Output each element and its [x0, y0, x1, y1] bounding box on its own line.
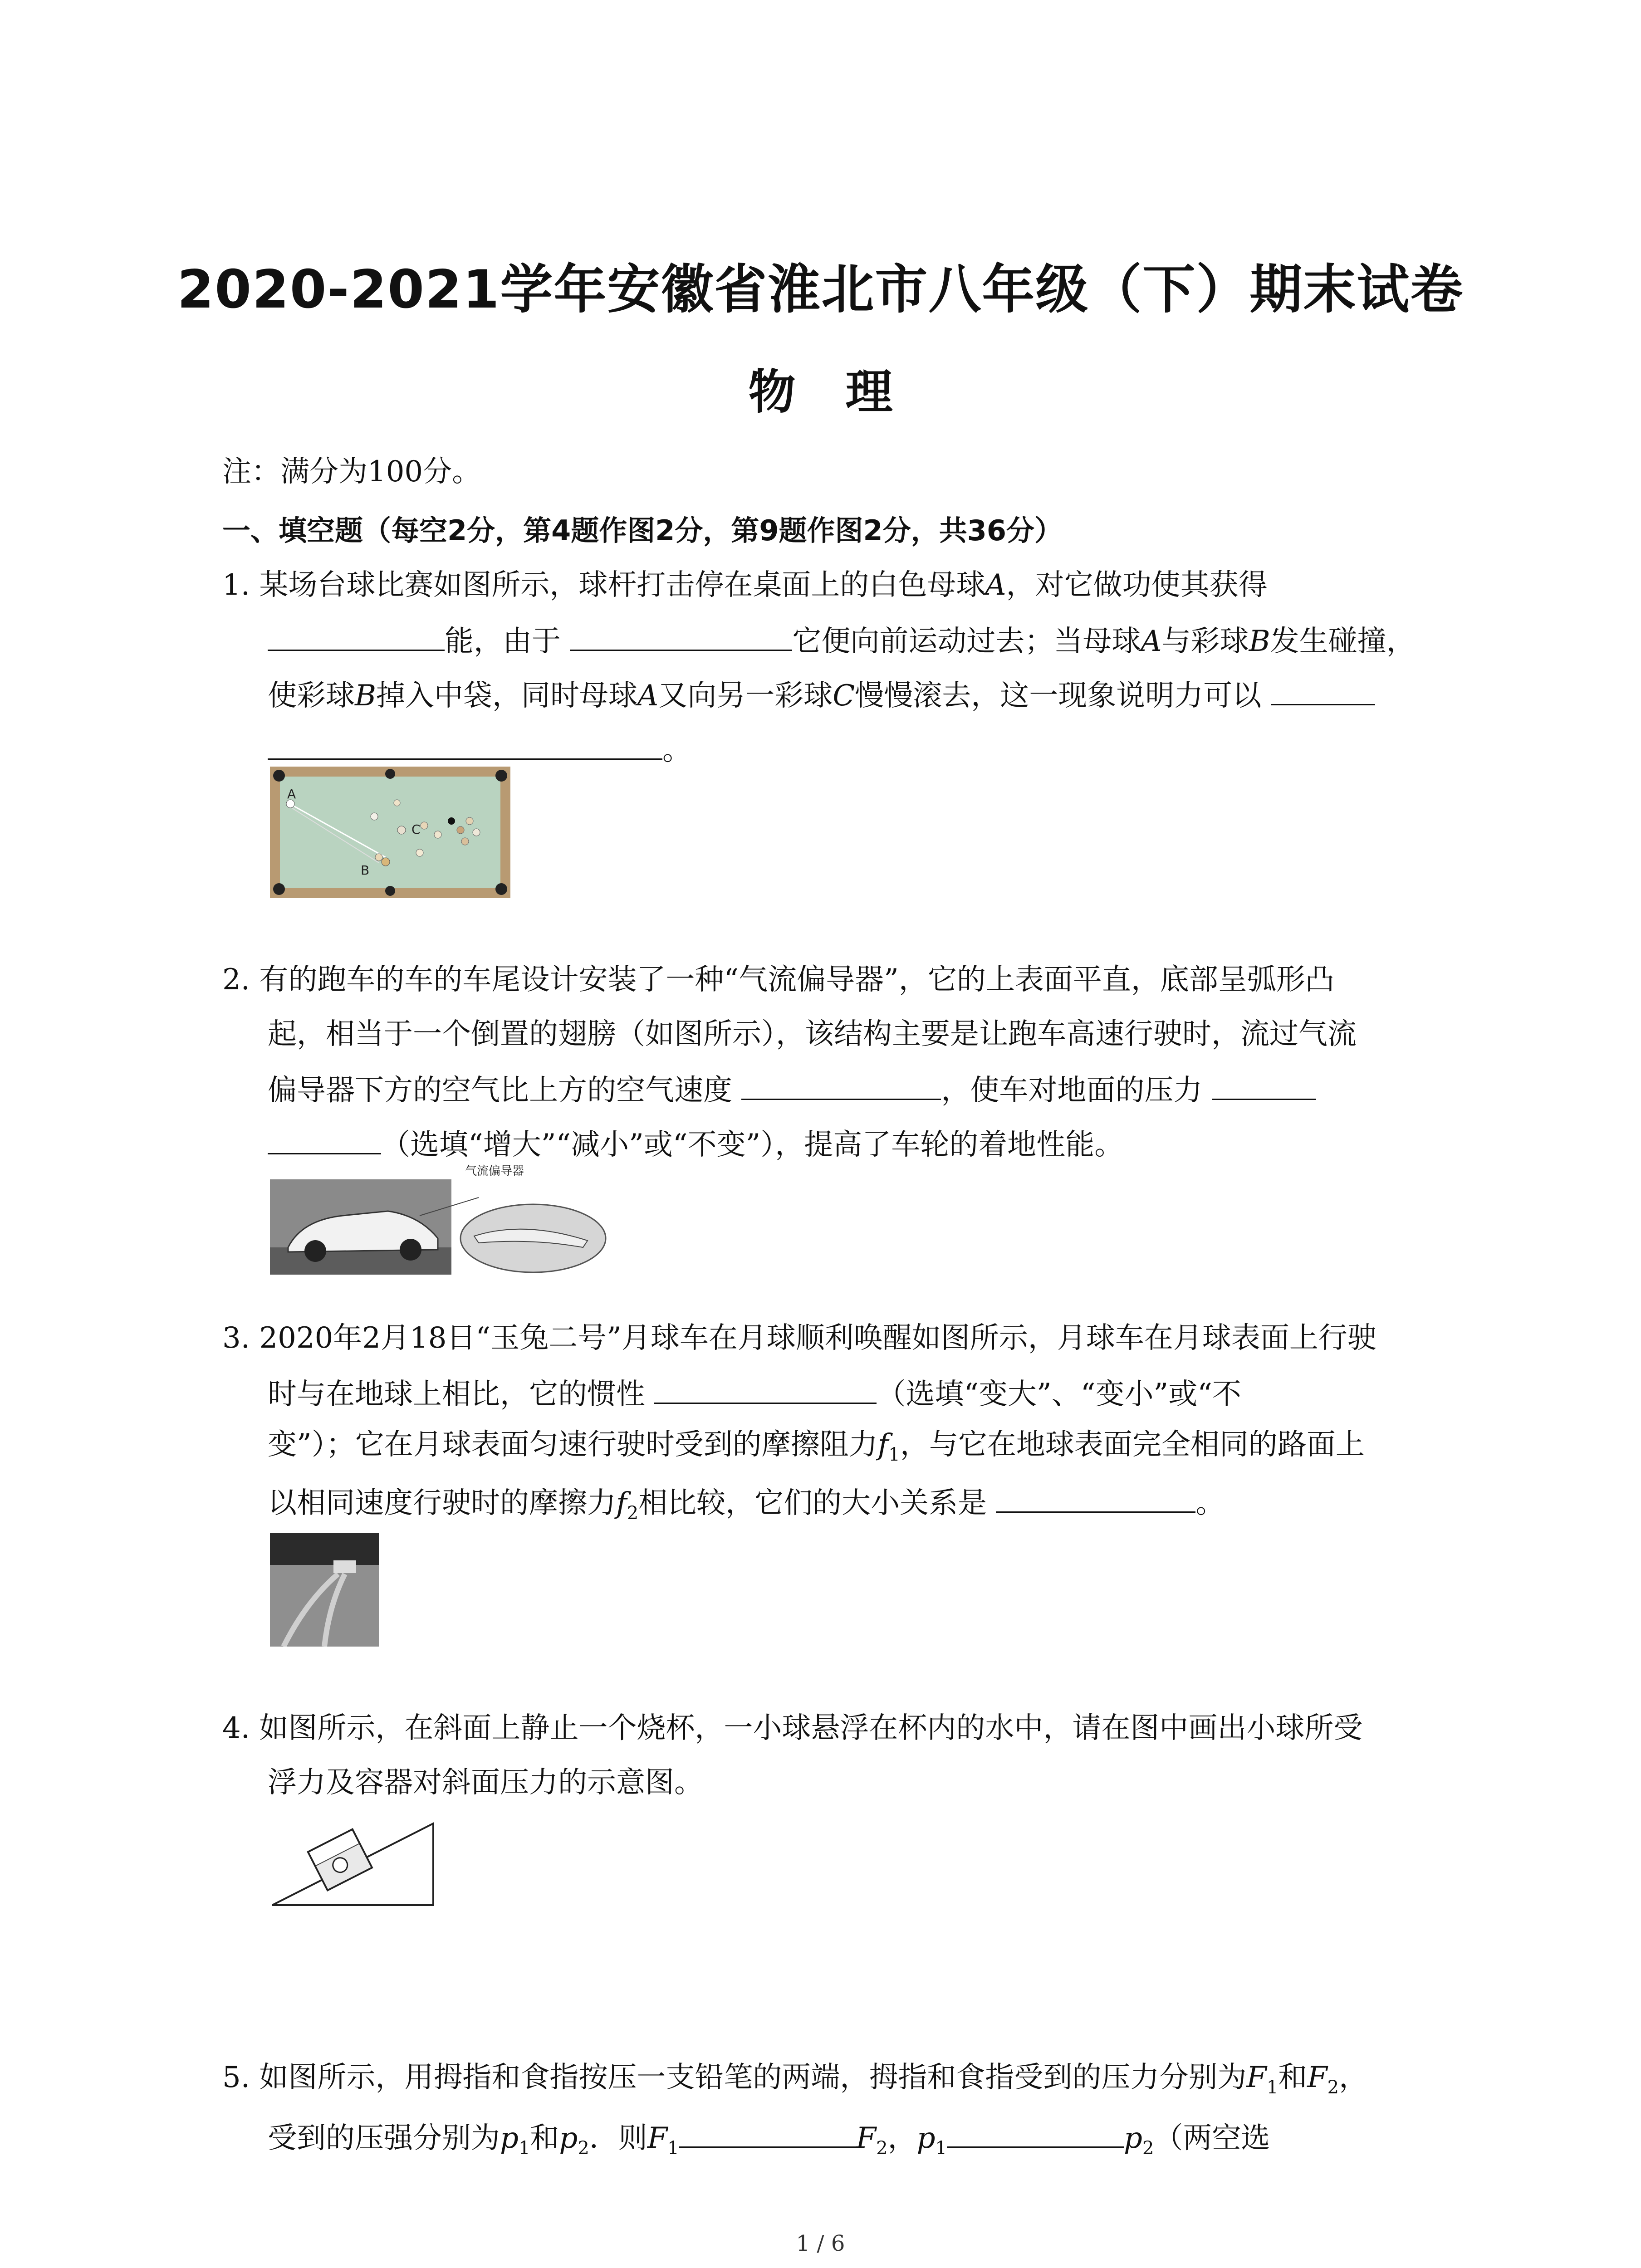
q2-line-1	[222, 962, 1334, 998]
answer-blank[interactable]	[741, 1070, 941, 1100]
q4-line-1	[222, 1710, 1362, 1746]
exam-title: 2020-2021学年安徽省淮北市八年级（下）期末试卷	[177, 259, 1464, 320]
q5-text: 和	[530, 2121, 559, 2155]
q3-text: ，与它在地球表面完全相同的路面上	[900, 1428, 1365, 1461]
q3-line-1	[222, 1320, 1376, 1356]
subscript: 1	[518, 2137, 530, 2159]
q5-line-1	[222, 2059, 1368, 2106]
answer-blank[interactable]	[1271, 676, 1375, 705]
q3-line-3	[268, 1427, 1365, 1473]
q5-number: 5.	[222, 2061, 250, 2094]
ball	[461, 838, 469, 845]
rover-icon	[333, 1560, 356, 1573]
ball	[375, 854, 382, 861]
q5-text: ，	[887, 2121, 917, 2155]
ball	[448, 817, 455, 825]
q2-text: 有的跑车的车的车尾设计安装了一种“气流偏导器”，它的上表面平直，底部呈弧形凸	[259, 963, 1334, 997]
q2-text: ，使车对地面的压力	[941, 1074, 1203, 1107]
q1-number: 1.	[222, 568, 250, 602]
q2-text: 偏导器下方的空气比上方的空气速度	[268, 1074, 732, 1107]
var: B	[355, 679, 377, 713]
subscript: 2	[1327, 2077, 1339, 2098]
var: F	[647, 2121, 668, 2155]
q5-text: 和	[1278, 2061, 1308, 2094]
label-a: A	[287, 787, 296, 802]
subscript: 2	[578, 2137, 589, 2159]
var: p	[1123, 2121, 1142, 2155]
var: p	[500, 2121, 519, 2155]
ball-c	[397, 826, 406, 834]
incline-beaker-figure	[270, 1810, 438, 1910]
pocket	[385, 769, 395, 779]
q3-text: 时与在地球上相比，它的惯性	[268, 1378, 645, 1411]
pocket	[495, 770, 507, 782]
ball	[371, 813, 378, 820]
var: p	[559, 2121, 578, 2155]
q2-line-2: 起，相当于一个倒置的翅膀（如图所示），该结构主要是让跑车高速行驶时，流过气流	[268, 1017, 1357, 1051]
q5-text: ．则	[589, 2121, 647, 2155]
q5-text: 受到的压强分别为	[268, 2121, 500, 2155]
q4-text: 如图所示，在斜面上静止一个烧杯，一小球悬浮在杯内的水中，请在图中画出小球所受	[259, 1711, 1363, 1745]
q1-line-1	[222, 567, 1268, 603]
label-c: C	[411, 822, 421, 837]
q4-line-2: 浮力及容器对斜面压力的示意图。	[268, 1766, 703, 1799]
pocket	[273, 770, 285, 782]
q2-line-4	[268, 1125, 1123, 1163]
subscript: 2	[627, 1502, 639, 1524]
spoiler-label: 气流偏导器	[465, 1164, 524, 1178]
q5-text: 如图所示，用拇指和食指按压一支铅笔的两端，拇指和食指受到的压力分别为	[259, 2061, 1247, 2094]
answer-blank[interactable]	[654, 1374, 877, 1404]
lunar-rover-figure	[270, 1533, 379, 1647]
var: A	[1141, 625, 1162, 658]
answer-blank[interactable]	[679, 2118, 856, 2148]
subscript: 2	[876, 2137, 888, 2159]
subscript: 2	[1142, 2137, 1154, 2159]
q1-text: 与彩球	[1161, 625, 1249, 658]
var: A	[985, 568, 1006, 602]
ball	[434, 831, 441, 838]
section-heading: 一、填空题（每空2分，第4题作图2分，第9题作图2分，共36分）	[222, 514, 1063, 547]
answer-blank[interactable]	[570, 621, 792, 651]
sports-car-figure	[270, 1161, 610, 1275]
q1-text: 使彩球	[268, 679, 355, 713]
label-b: B	[361, 863, 370, 878]
wheel-icon	[400, 1239, 421, 1261]
answer-blank[interactable]	[1212, 1070, 1316, 1100]
var: f	[616, 1486, 627, 1520]
var: f	[877, 1428, 889, 1461]
q3-text: 以相同速度行驶时的摩擦力	[268, 1486, 616, 1520]
page-number: 1 / 6	[796, 2231, 845, 2256]
q1-text: 。	[662, 733, 691, 767]
q1-text: 掉入中袋，同时母球	[376, 679, 638, 713]
wheel-icon	[304, 1240, 326, 1262]
q1-line-3	[268, 676, 1375, 714]
q3-line-2	[268, 1374, 1241, 1413]
var: A	[637, 679, 659, 713]
ball	[473, 829, 480, 836]
billiard-table-figure	[270, 767, 510, 898]
q3-text: 相比较，它们的大小关系是	[638, 1486, 987, 1520]
subscript: 1	[935, 2137, 947, 2159]
subscript: 1	[1266, 2077, 1279, 2098]
table-cloth	[280, 777, 500, 888]
ball	[466, 817, 473, 825]
subscript: 1	[667, 2137, 679, 2159]
pocket	[385, 886, 395, 896]
answer-blank[interactable]	[268, 1125, 381, 1154]
q4-number: 4.	[222, 1711, 250, 1745]
q1-line-2	[268, 621, 1416, 660]
score-note: 注：满分为100分。	[222, 455, 481, 489]
subject-title: 物理	[748, 364, 943, 420]
q3-number: 3.	[222, 1321, 250, 1355]
q2-number: 2.	[222, 963, 250, 997]
q3-text: （选填“变大”、“变小”或“不	[877, 1378, 1241, 1411]
q3-text: 2020年2月18日“玉兔二号”月球车在月球顺利唤醒如图所示，月球车在月球表面上行驶	[259, 1321, 1376, 1355]
answer-blank[interactable]	[268, 621, 445, 651]
ball	[421, 822, 428, 829]
subscript: 1	[888, 1444, 900, 1465]
q1-line-4	[268, 730, 691, 768]
var: B	[1249, 625, 1270, 658]
q1-text: 又向另一彩球	[658, 679, 833, 713]
q1-text: 它便向前运动过去；当母球	[792, 625, 1141, 658]
var: p	[916, 2121, 936, 2155]
ball	[457, 826, 464, 834]
ball	[416, 849, 423, 856]
q1-text: 能，由于	[445, 625, 561, 658]
q2-line-3	[268, 1070, 1316, 1109]
q3-text: 变”）；它在月球表面匀速行驶时受到的摩擦阻力	[268, 1428, 878, 1461]
q1-text: 某场台球比赛如图所示，球杆打击停在桌面上的白色母球	[259, 568, 985, 602]
q3-text: 。	[1195, 1486, 1225, 1520]
q5-line-2	[268, 2118, 1270, 2166]
var: F	[856, 2121, 877, 2155]
pocket	[495, 883, 507, 895]
q2-text: （选填“增大”“减小”或“不变”），提高了车轮的着地性能。	[381, 1128, 1124, 1162]
ball-b	[382, 858, 390, 866]
ball	[394, 800, 400, 806]
pocket	[273, 883, 285, 895]
answer-blank[interactable]	[996, 1483, 1195, 1513]
var: F	[1246, 2061, 1267, 2094]
answer-blank[interactable]	[947, 2118, 1124, 2148]
q5-text: ，	[1339, 2061, 1368, 2094]
q1-text: 发生碰撞，	[1270, 625, 1416, 658]
answer-blank[interactable]	[268, 730, 662, 760]
var: F	[1307, 2061, 1327, 2094]
q1-text: ，对它做功使其获得	[1006, 568, 1268, 602]
q3-line-4	[268, 1483, 1225, 1531]
q5-text: （两空选	[1154, 2121, 1270, 2155]
var: C	[833, 679, 855, 713]
q1-text: 慢慢滚去，这一现象说明力可以	[855, 679, 1262, 713]
